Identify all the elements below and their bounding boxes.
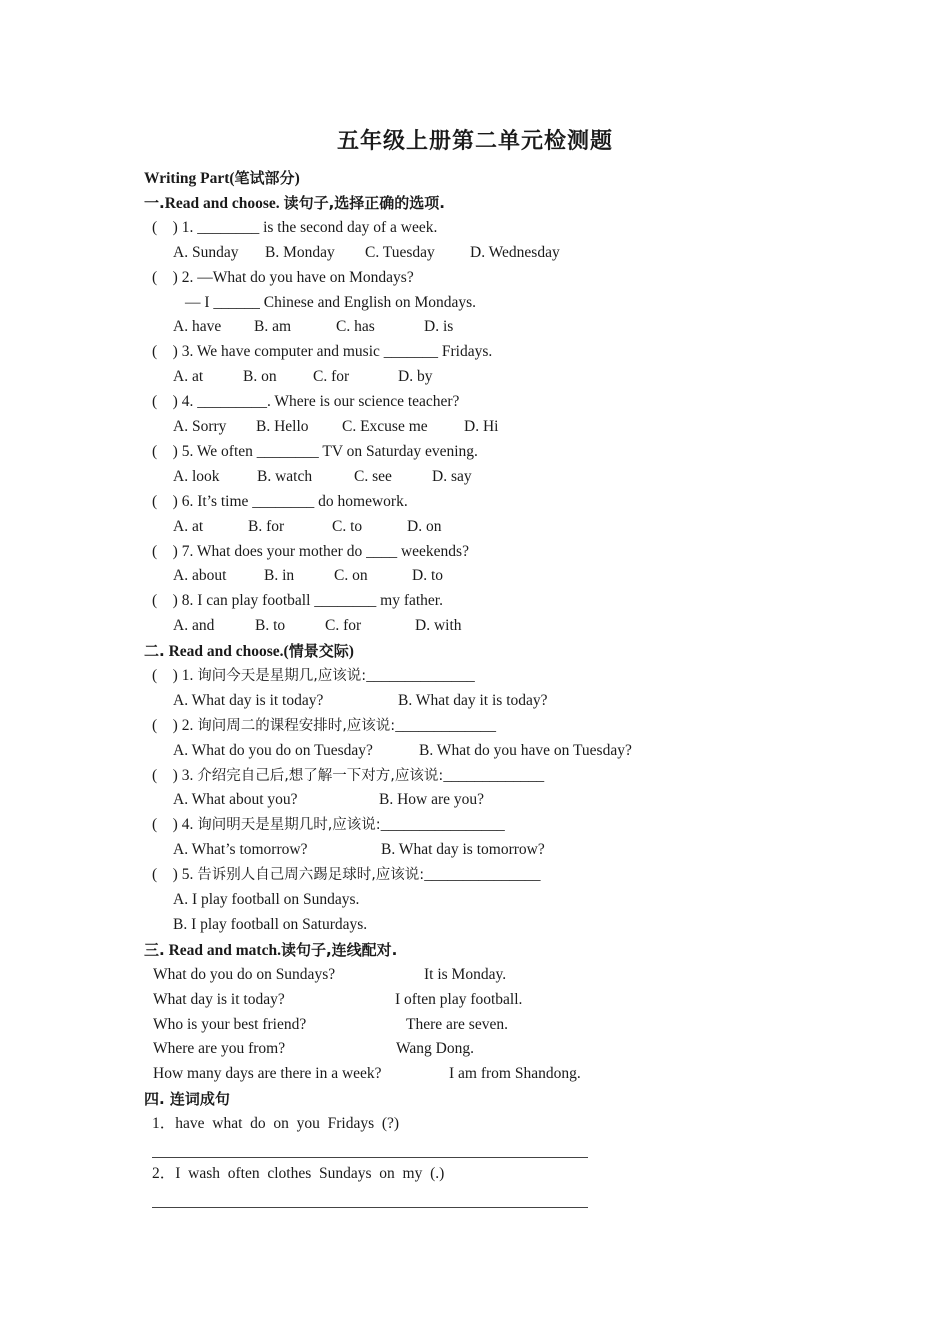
s1-q1-opt-c: C. Tuesday xyxy=(365,244,435,261)
s2-q2-opt-a: A. What do you do on Tuesday? xyxy=(173,742,373,759)
s2-q4: ( ) 4. 询问明天是星期几时,应该说:________________ xyxy=(152,816,505,833)
s1-q5-opt-d: D. say xyxy=(432,468,472,485)
s1-q8-opt-b: B. to xyxy=(255,617,286,634)
s2-q4-opt-a: A. What’s tomorrow? xyxy=(173,841,308,858)
page-title: 五年级上册第二单元检测题 xyxy=(336,129,613,154)
s1-q8-opt-d: D. with xyxy=(415,617,462,634)
s1-q4-opt-b: B. Hello xyxy=(256,418,309,435)
writing-part-label: Writing Part(笔试部分) xyxy=(144,169,300,187)
s4-item-1: 1．have what do on you Fridays (?) xyxy=(152,1115,400,1132)
match-right-2: I often play football. xyxy=(395,991,523,1008)
s1-q4: ( ) 4. _________. Where is our science teacher? xyxy=(152,393,460,410)
section2-header: 二. Read and choose.(情景交际) xyxy=(144,642,354,660)
s1-q6-opt-d: D. on xyxy=(407,518,442,535)
s2-q2-opt-b: B. What do you have on Tuesday? xyxy=(419,742,632,759)
match-left-3: Who is your best friend? xyxy=(153,1016,307,1033)
s1-q4-opt-c: C. Excuse me xyxy=(342,418,428,435)
s1-q3: ( ) 3. We have computer and music _______ Fridays. xyxy=(152,343,493,360)
s2-q5: ( ) 5. 告诉别人自己周六踢足球时,应该说:_______________ xyxy=(152,866,541,883)
s1-q7-opt-b: B. in xyxy=(264,567,295,584)
s1-q4-opt-a: A. Sorry xyxy=(173,418,227,435)
s1-q7-opt-a: A. about xyxy=(173,567,227,584)
s1-q7-opt-d: D. to xyxy=(412,567,443,584)
s1-q2-line2: — I ______ Chinese and English on Mondays. xyxy=(185,294,477,311)
s2-q4-opt-b: B. What day is tomorrow? xyxy=(381,841,545,858)
s1-q1: ( ) 1. ________ is the second day of a week. xyxy=(152,219,438,236)
s1-q4-opt-d: D. Hi xyxy=(464,418,499,435)
s1-q6: ( ) 6. It’s time ________ do homework. xyxy=(152,493,408,510)
s1-q7: ( ) 7. What does your mother do ____ weekends? xyxy=(152,543,469,560)
s1-q8-opt-c: C. for xyxy=(325,617,362,634)
s1-q7-opt-c: C. on xyxy=(334,567,368,584)
s1-q2: ( ) 2. —What do you have on Mondays? xyxy=(152,269,414,286)
match-right-3: There are seven. xyxy=(406,1016,508,1033)
s1-q8: ( ) 8. I can play football ________ my father. xyxy=(152,592,443,609)
s1-q6-opt-a: A. at xyxy=(173,518,204,535)
s1-q3-opt-b: B. on xyxy=(243,368,277,385)
section1-header: 一.Read and choose. 读句子,选择正确的选项. xyxy=(144,194,445,212)
s1-q5-opt-b: B. watch xyxy=(257,468,313,485)
match-left-2: What day is it today? xyxy=(153,991,285,1008)
s1-q2-opt-d: D. is xyxy=(424,318,454,335)
s1-q3-opt-d: D. by xyxy=(398,368,433,385)
s1-q2-opt-b: B. am xyxy=(254,318,292,335)
s2-q1-opt-b: B. What day it is today? xyxy=(398,692,548,709)
s2-q3: ( ) 3. 介绍完自己后,想了解一下对方,应该说:_____________ xyxy=(152,767,545,784)
answer-line-1 xyxy=(152,1157,588,1158)
s4-item-2: 2．I wash often clothes Sundays on my (.) xyxy=(152,1165,445,1182)
s1-q5-opt-a: A. look xyxy=(173,468,220,485)
s1-q3-opt-c: C. for xyxy=(313,368,350,385)
s1-q6-opt-c: C. to xyxy=(332,518,363,535)
match-right-4: Wang Dong. xyxy=(396,1040,474,1057)
section3-header: 三. Read and match.读句子,连线配对. xyxy=(144,941,398,959)
s1-q1-opt-b: B. Monday xyxy=(265,244,335,261)
s1-q3-opt-a: A. at xyxy=(173,368,204,385)
s2-q1: ( ) 1. 询问今天是星期几,应该说:______________ xyxy=(152,667,475,684)
match-left-5: How many days are there in a week? xyxy=(153,1065,382,1082)
s2-q5-opt-b: B. I play football on Saturdays. xyxy=(173,916,368,933)
s2-q5-opt-a: A. I play football on Sundays. xyxy=(173,891,360,908)
s1-q2-opt-c: C. has xyxy=(336,318,375,335)
match-left-1: What do you do on Sundays? xyxy=(153,966,336,983)
match-right-5: I am from Shandong. xyxy=(449,1065,581,1082)
match-right-1: It is Monday. xyxy=(424,966,507,983)
s2-q2: ( ) 2. 询问周二的课程安排时,应该说:_____________ xyxy=(152,717,496,734)
s1-q8-opt-a: A. and xyxy=(173,617,215,634)
s1-q6-opt-b: B. for xyxy=(248,518,285,535)
match-left-4: Where are you from? xyxy=(153,1040,286,1057)
s1-q2-opt-a: A. have xyxy=(173,318,222,335)
section4-header: 四. 连词成句 xyxy=(144,1090,230,1108)
s1-q5-opt-c: C. see xyxy=(354,468,392,485)
s2-q3-opt-a: A. What about you? xyxy=(173,791,298,808)
s1-q1-opt-a: A. Sunday xyxy=(173,244,239,261)
s1-q1-opt-d: D. Wednesday xyxy=(470,244,560,261)
s1-q5: ( ) 5. We often ________ TV on Saturday evening. xyxy=(152,443,478,460)
answer-line-2 xyxy=(152,1207,588,1208)
s2-q3-opt-b: B. How are you? xyxy=(379,791,485,808)
s2-q1-opt-a: A. What day is it today? xyxy=(173,692,324,709)
